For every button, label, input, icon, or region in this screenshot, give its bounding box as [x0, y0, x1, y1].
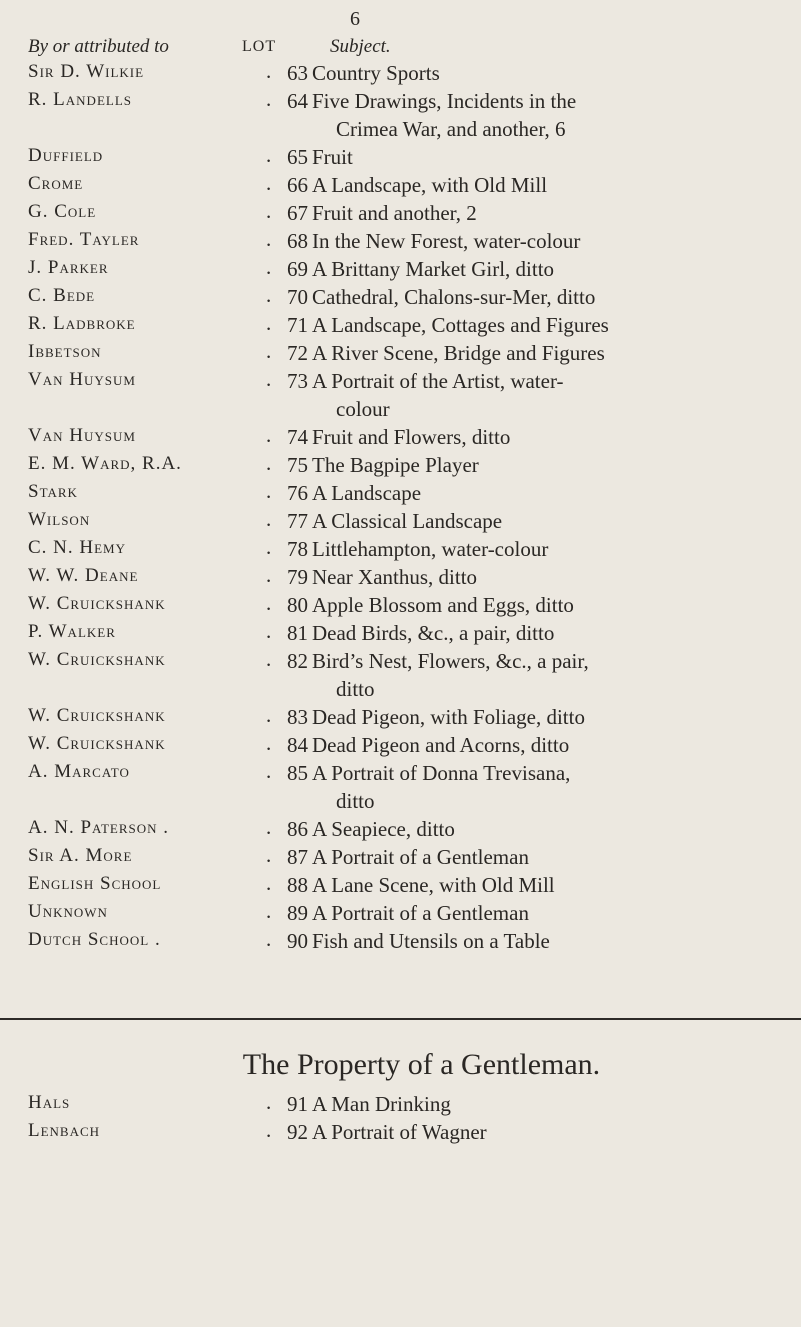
artist-name: W. W. Deane	[28, 565, 139, 586]
lot-subject: A Landscape, with Old Mill	[312, 173, 548, 197]
lot-number: . 64	[262, 89, 308, 114]
lot-row	[0, 733, 801, 761]
lot-number: . 91	[262, 1092, 308, 1117]
lot-number: . 80	[262, 593, 308, 618]
lot-row	[0, 481, 801, 509]
artist-name: J. Parker	[28, 257, 109, 278]
lot-row-continuation	[0, 789, 801, 817]
lot-number: . 76	[262, 481, 308, 506]
lot-subject: Cathedral, Chalons-sur-Mer, ditto	[312, 285, 596, 309]
artist-name: Dutch School .	[28, 929, 161, 950]
lot-number: . 65	[262, 145, 308, 170]
lot-number: . 85	[262, 761, 308, 786]
lot-row	[0, 1092, 801, 1120]
lot-row	[0, 369, 801, 397]
lot-subject: Dead Pigeon, with Foliage, ditto	[312, 705, 585, 729]
artist-name: Van Huysum	[28, 369, 136, 390]
artist-name: R. Ladbroke	[28, 313, 136, 334]
lot-number: . 71	[262, 313, 308, 338]
lot-subject: Five Drawings, Incidents in the	[312, 89, 577, 113]
artist-name: Fred. Tayler	[28, 229, 140, 250]
lot-subject: A Portrait of Donna Trevisana,	[312, 761, 571, 785]
lot-subject: A Brittany Market Girl, ditto	[312, 257, 555, 281]
lot-subject: Country Sports	[312, 61, 440, 85]
lot-number: . 90	[262, 929, 308, 954]
lot-row	[0, 901, 801, 929]
lot-row-continuation	[0, 117, 801, 145]
lot-number: . 66	[262, 173, 308, 198]
artist-name: A. N. Paterson .	[28, 817, 170, 838]
lot-number: . 74	[262, 425, 308, 450]
header-subject: Subject.	[330, 36, 391, 57]
lot-number: . 77	[262, 509, 308, 534]
lot-number: . 67	[262, 201, 308, 226]
lot-number: . 75	[262, 453, 308, 478]
lot-row	[0, 761, 801, 789]
lot-row	[0, 61, 801, 89]
artist-name: Sir A. More	[28, 845, 133, 866]
lot-number: . 68	[262, 229, 308, 254]
header-lot: LOT	[242, 38, 277, 55]
artist-name: C. Bede	[28, 285, 96, 306]
lot-row-continuation	[0, 397, 801, 425]
lot-subject: A Portrait of the Artist, water-	[312, 369, 564, 393]
lot-number: . 89	[262, 901, 308, 926]
lot-row	[0, 313, 801, 341]
lot-subject-continuation: Crimea War, and another, 6	[336, 117, 566, 141]
artist-name: G. Cole	[28, 201, 97, 222]
lot-number: . 92	[262, 1120, 308, 1145]
lot-row	[0, 929, 801, 957]
artist-name: Lenbach	[28, 1120, 101, 1141]
lot-subject: Fruit	[312, 145, 353, 169]
lot-subject: A Portrait of a Gentleman	[312, 901, 529, 925]
lot-row	[0, 425, 801, 453]
lot-number: . 63	[262, 61, 308, 86]
lot-subject: Bird’s Nest, Flowers, &c., a pair,	[312, 649, 589, 673]
lot-subject-continuation: ditto	[336, 789, 375, 813]
artist-name: A. Marcato	[28, 761, 130, 782]
lot-subject: Fish and Utensils on a Table	[312, 929, 550, 953]
lot-row	[0, 89, 801, 117]
lot-subject: The Bagpipe Player	[312, 453, 479, 477]
section-title: The Property of a Gentleman.	[242, 1048, 601, 1081]
lot-subject: Near Xanthus, ditto	[312, 565, 478, 589]
lot-number: . 72	[262, 341, 308, 366]
lot-number: . 83	[262, 705, 308, 730]
artist-name: Stark	[28, 481, 78, 502]
lot-number: . 87	[262, 845, 308, 870]
lot-subject-continuation: ditto	[336, 677, 375, 701]
lot-subject: In the New Forest, water-colour	[312, 229, 581, 253]
artist-name: W. Cruickshank	[28, 705, 166, 726]
artist-name: W. Cruickshank	[28, 733, 166, 754]
lot-row	[0, 649, 801, 677]
lot-row	[0, 817, 801, 845]
section-rule	[0, 1018, 801, 1020]
lot-number: . 78	[262, 537, 308, 562]
lot-row	[0, 873, 801, 901]
artist-name: Van Huysum	[28, 425, 136, 446]
lot-row	[0, 229, 801, 257]
lot-subject-continuation: colour	[336, 397, 390, 421]
lot-row	[0, 145, 801, 173]
artist-name: R. Landells	[28, 89, 132, 110]
artist-name: Sir D. Wilkie	[28, 61, 145, 82]
artist-name: English School	[28, 873, 162, 894]
lot-subject: A Classical Landscape	[312, 509, 503, 533]
lot-row	[0, 453, 801, 481]
lot-row	[0, 845, 801, 873]
lot-number: . 81	[262, 621, 308, 646]
lot-number: . 70	[262, 285, 308, 310]
header-artist: By or attributed to	[28, 36, 169, 57]
artist-name: P. Walker	[28, 621, 116, 642]
lot-number: . 84	[262, 733, 308, 758]
lot-row	[0, 621, 801, 649]
lot-subject: A Portrait of Wagner	[312, 1120, 487, 1144]
lot-subject: A Landscape, Cottages and Figures	[312, 313, 609, 337]
lot-subject: Apple Blossom and Eggs, ditto	[312, 593, 574, 617]
lot-subject: A Seapiece, ditto	[312, 817, 455, 841]
lot-subject: A Man Drinking	[312, 1092, 451, 1116]
lot-subject: A Portrait of a Gentleman	[312, 845, 529, 869]
artist-name: Wilson	[28, 509, 91, 530]
lot-number: . 88	[262, 873, 308, 898]
lot-row	[0, 1120, 801, 1148]
artist-name: E. M. Ward, R.A.	[28, 453, 182, 474]
lot-row	[0, 173, 801, 201]
lot-row	[0, 509, 801, 537]
lot-row	[0, 705, 801, 733]
artist-name: W. Cruickshank	[28, 649, 166, 670]
lot-row	[0, 565, 801, 593]
lot-number: . 82	[262, 649, 308, 674]
lot-row	[0, 285, 801, 313]
lot-subject: A River Scene, Bridge and Figures	[312, 341, 605, 365]
lot-subject: Fruit and Flowers, ditto	[312, 425, 511, 449]
lot-number: . 79	[262, 565, 308, 590]
lot-row-continuation	[0, 677, 801, 705]
artist-name: Crome	[28, 173, 84, 194]
lot-subject: Dead Pigeon and Acorns, ditto	[312, 733, 570, 757]
lot-row	[0, 201, 801, 229]
artist-name: W. Cruickshank	[28, 593, 166, 614]
lot-number: . 86	[262, 817, 308, 842]
artist-name: Duffield	[28, 145, 104, 166]
lot-subject: A Lane Scene, with Old Mill	[312, 873, 555, 897]
lot-subject: Littlehampton, water-colour	[312, 537, 549, 561]
lot-row	[0, 593, 801, 621]
lot-row	[0, 341, 801, 369]
lot-number: . 73	[262, 369, 308, 394]
lot-subject: Fruit and another, 2	[312, 201, 477, 225]
page-number: 6	[350, 8, 360, 30]
lot-number: . 69	[262, 257, 308, 282]
lot-subject: A Landscape	[312, 481, 422, 505]
lot-row	[0, 537, 801, 565]
artist-name: Ibbetson	[28, 341, 102, 362]
lot-subject: Dead Birds, &c., a pair, ditto	[312, 621, 555, 645]
artist-name: C. N. Hemy	[28, 537, 127, 558]
artist-name: Hals	[28, 1092, 71, 1113]
artist-name: Unknown	[28, 901, 108, 922]
lot-row	[0, 257, 801, 285]
